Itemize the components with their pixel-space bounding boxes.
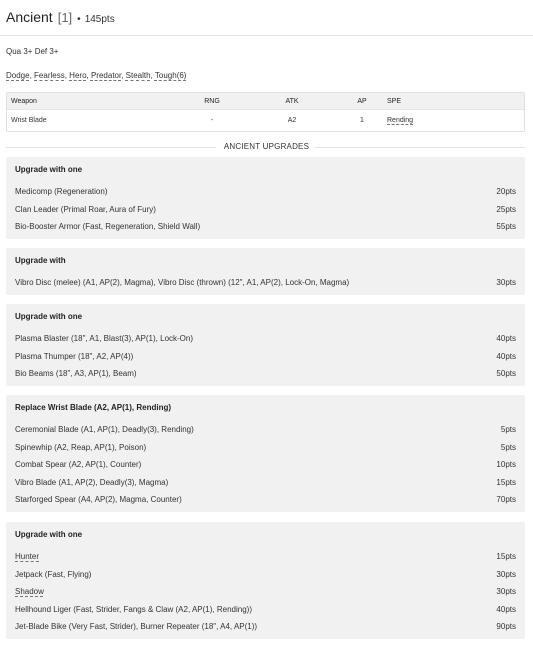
rule-hero[interactable]: Hero: [69, 71, 87, 80]
list-item[interactable]: [15, 583, 516, 601]
item-pts: 90pts: [496, 622, 516, 632]
item-text: Jetpack (Fast, Flying): [15, 569, 92, 579]
col-ap: AP: [357, 97, 367, 105]
group-title: Upgrade with one: [15, 165, 83, 174]
item-text: Combat Spear (A2, AP(1), Counter): [15, 460, 142, 470]
item-text: Clan Leader (Primal Roar, Aura of Fury): [15, 204, 156, 214]
list-item[interactable]: [15, 601, 516, 619]
unit-count: [1]: [57, 10, 73, 25]
upgrade-group: [6, 304, 525, 386]
rule-dodge[interactable]: Dodge: [6, 71, 30, 80]
list-item[interactable]: [15, 365, 516, 383]
item-pts: 40pts: [496, 351, 516, 361]
item-text: Plasma Blaster (18", A1, Blast(3), AP(1), Lock-On): [15, 334, 194, 344]
list-item[interactable]: [15, 421, 516, 439]
group-title: Upgrade with one: [15, 530, 83, 539]
group-title: Upgrade with: [15, 256, 66, 265]
item-pts: 20pts: [496, 187, 516, 197]
item-pts: 55pts: [496, 222, 516, 232]
upgrades-title: ANCIENT UPGRADES: [0, 142, 533, 151]
table-row: [7, 109, 524, 131]
item-pts: 30pts: [496, 569, 516, 579]
rule-stealth[interactable]: Stealth: [125, 71, 151, 80]
item-text: Bio-Booster Armor (Fast, Regeneration, Shield Wall): [15, 222, 201, 232]
unit-name: Ancient: [6, 9, 53, 25]
weapon-table: [6, 92, 525, 132]
item-pts: 30pts: [496, 278, 516, 288]
unit-header: [0, 0, 533, 36]
list-item[interactable]: [15, 566, 516, 584]
group-title: Upgrade with one: [15, 312, 83, 321]
rule-fearless[interactable]: Fearless: [34, 71, 65, 80]
list-item[interactable]: [15, 348, 516, 366]
item-text: Shadow: [15, 587, 44, 597]
item-text: Spinewhip (A2, Reap, AP(1), Poison): [15, 442, 147, 452]
col-spe: SPE: [387, 97, 402, 105]
item-text: Starforged Spear (A4, AP(2), Magma, Counter): [15, 495, 182, 505]
upgrade-group: [6, 248, 525, 295]
item-pts: 70pts: [496, 495, 516, 505]
item-text: Vibro Disc (melee) (A1, AP(2), Magma), Vibro Disc (thrown) (12", A1, AP(2), Lock-On, Magma): [15, 278, 350, 288]
item-pts: 5pts: [500, 442, 516, 452]
col-weapon: Weapon: [11, 97, 37, 105]
col-rng: RNG: [204, 97, 220, 105]
item-text: Jet-Blade Bike (Very Fast, Strider), Burner Repeater (18", A4, AP(1)): [15, 622, 258, 632]
list-item[interactable]: [15, 201, 516, 219]
weapon-spe[interactable]: Rending: [387, 117, 414, 124]
item-text: Hellhound Liger (Fast, Strider, Fangs & Claw (A2, AP(1), Rending)): [15, 604, 252, 614]
list-item[interactable]: [15, 474, 516, 492]
item-text: Bio Beams (18", A3, AP(1), Beam): [15, 369, 137, 379]
item-text: Medicomp (Regeneration): [15, 187, 108, 197]
item-text: Vibro Blade (A1, AP(2), Deadly(3), Magma): [15, 477, 169, 487]
list-item[interactable]: [15, 183, 516, 201]
item-text: Hunter: [15, 552, 40, 562]
rule-predator[interactable]: Predator: [90, 71, 122, 80]
item-text: Plasma Thumper (18", A2, AP(4)): [15, 351, 134, 361]
list-item[interactable]: [15, 548, 516, 566]
unit-stats: Qua 3+ Def 3+: [6, 47, 59, 56]
item-text: Ceremonial Blade (A1, AP(1), Deadly(3), Rending): [15, 425, 194, 435]
group-title: Replace Wrist Blade (A2, AP(1), Rending): [15, 403, 172, 412]
col-atk: ATK: [285, 97, 299, 105]
list-item[interactable]: [15, 274, 516, 292]
item-pts: 15pts: [496, 477, 516, 487]
upgrade-group: [6, 395, 525, 512]
item-pts: 5pts: [500, 425, 516, 435]
item-pts: 40pts: [496, 604, 516, 614]
list-item[interactable]: [15, 456, 516, 474]
upgrade-group: [6, 522, 525, 639]
item-pts: 30pts: [496, 587, 516, 597]
rule-tough[interactable]: Tough(6): [154, 71, 187, 80]
upgrade-group: [6, 157, 525, 239]
list-item[interactable]: [15, 218, 516, 236]
unit-points: 145pts: [84, 14, 115, 25]
item-pts: 15pts: [496, 552, 516, 562]
item-pts: 40pts: [496, 334, 516, 344]
bullet-separator: •: [77, 14, 81, 25]
weapon-rng: -: [210, 117, 214, 124]
list-item[interactable]: [15, 618, 516, 636]
list-item[interactable]: [15, 491, 516, 509]
item-pts: 10pts: [496, 460, 516, 470]
weapon-name: Wrist Blade: [11, 117, 47, 124]
item-pts: 50pts: [496, 369, 516, 379]
item-pts: 25pts: [496, 204, 516, 214]
special-rules: Dodge, Fearless, Hero, Predator, Stealth, Tough(6): [6, 71, 187, 80]
list-item[interactable]: [15, 439, 516, 457]
weapon-atk: A2: [287, 117, 297, 124]
list-item[interactable]: [15, 330, 516, 348]
weapon-table-header: [7, 93, 524, 109]
weapon-ap: 1: [360, 117, 364, 124]
